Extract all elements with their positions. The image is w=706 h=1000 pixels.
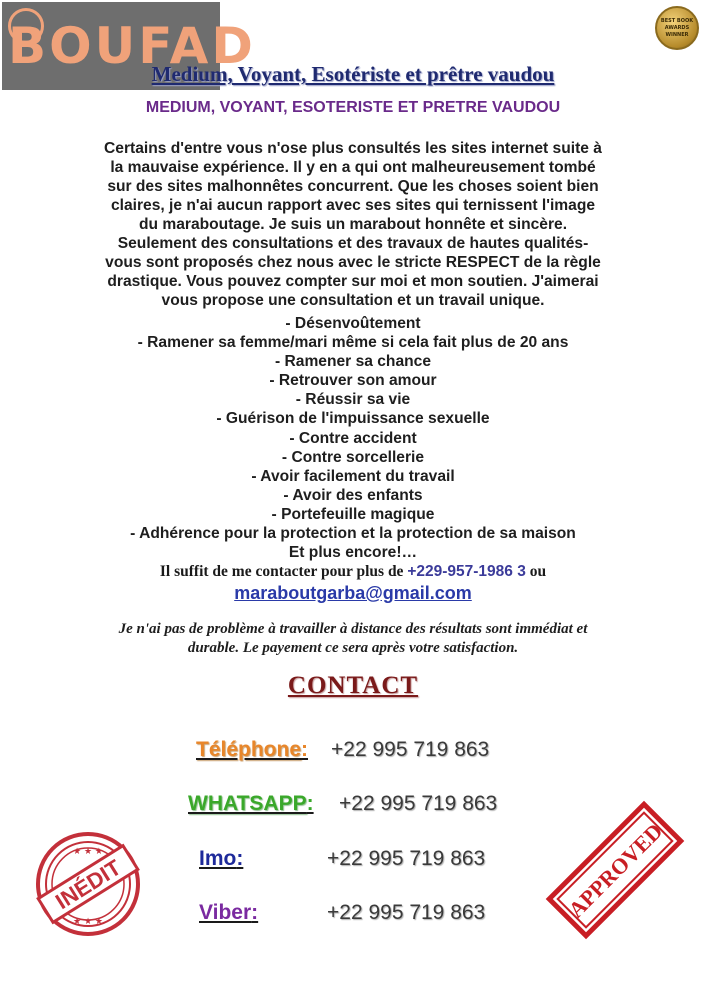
services-list [60, 314, 646, 562]
award-seal-icon [655, 6, 699, 50]
service-item: - Retrouver son amour [269, 372, 437, 390]
svg-text:★ ★ ★: ★ ★ ★ [73, 847, 103, 857]
whatsapp-label-text: WHATSAPP [188, 792, 307, 815]
inedit-stamp-icon [34, 830, 142, 938]
intro-line: drastique. Vous pouvez compter sur moi et mon soutien. J'aimerai [107, 273, 599, 290]
imo-label-text: Imo [199, 847, 237, 870]
service-item: - Adhérence pour la protection et la protection de sa maison [130, 525, 576, 543]
intro-line: du maraboutage. Je suis un marabout honnête et sincère. [138, 216, 568, 233]
intro-line: la mauvaise expérience. Il y en a qui ont malheureusement tombé [110, 159, 596, 176]
contact-heading: CONTACT [287, 672, 419, 699]
note-line: Je n'ai pas de problème à travailler à distance des résultats sont immédiat et [118, 621, 588, 637]
intro-paragraph [60, 139, 646, 310]
service-item: - Ramener sa femme/mari même si cela fait plus de 20 ans [137, 334, 569, 352]
contact-phone-link[interactable]: +229-957-1986 3 [407, 563, 526, 580]
telephone-label: Téléphone: [196, 738, 309, 761]
approved-stamp-icon [540, 800, 690, 940]
telephone-number[interactable]: +22 995 719 863 [331, 738, 490, 761]
intro-line: vous propose une consultation et un travail unique. [161, 292, 545, 309]
intro-line: claires, je n'ai aucun rapport avec ses sites qui ternissent l'image [110, 197, 596, 214]
intro-line: sur des sites malhonnêtes concurrent. Que les choses soient bien [107, 178, 599, 195]
page-title: Medium, Voyant, Esotériste et prêtre vaudou [151, 62, 555, 86]
intro-line: Certains d'entre vous n'ose plus consultés les sites internet suite à [104, 140, 602, 157]
service-item: - Réussir sa vie [295, 391, 411, 409]
note-line: durable. Le payement ce sera après votre satisfaction. [187, 640, 519, 656]
imo-label: Imo: [199, 847, 244, 870]
note-paragraph [70, 620, 636, 658]
svg-text:★ ★ ★: ★ ★ ★ [73, 917, 103, 927]
viber-label-text: Viber [199, 901, 252, 924]
service-item: - Guérison de l'impuissance sexuelle [216, 410, 490, 428]
whatsapp-number[interactable]: +22 995 719 863 [339, 792, 498, 815]
approved-stamp-text: APPROVED [563, 818, 668, 923]
intro-line: Seulement des consultations et des travaux de hautes qualités- [117, 235, 589, 252]
service-item: - Avoir des enfants [283, 486, 423, 504]
service-item: - Avoir facilement du travail [251, 467, 455, 485]
service-item: - Portefeuille magique [271, 505, 435, 523]
contact-line-suffix: ou [525, 563, 547, 580]
imo-number[interactable]: +22 995 719 863 [327, 847, 486, 870]
service-item: - Contre sorcellerie [281, 448, 425, 466]
service-item: - Désenvoûtement [285, 315, 421, 332]
email-link[interactable]: maraboutgarba@gmail.com [234, 583, 472, 603]
contact-line [60, 562, 646, 582]
telephone-label-text: Téléphone [196, 738, 302, 761]
service-item: - Contre accident [289, 429, 417, 447]
contact-line-prefix: Il suffit de me contacter pour plus de [159, 563, 408, 580]
service-item: - Ramener sa chance [274, 353, 431, 371]
intro-line: vous sont proposés chez nous avec le stricte RESPECT de la règle [105, 254, 601, 271]
page-subtitle: MEDIUM, VOYANT, ESOTERISTE ET PRETRE VAUDOU [145, 99, 561, 116]
inedit-stamp-text: INÉDIT [51, 854, 126, 915]
whatsapp-label: WHATSAPP: [188, 792, 314, 815]
viber-number[interactable]: +22 995 719 863 [327, 901, 486, 924]
award-seal-text: BEST BOOK AWARDS WINNER [660, 18, 694, 38]
service-item-more: Et plus encore!… [288, 544, 418, 562]
viber-label: Viber: [199, 901, 259, 924]
logo-text: BOUFAD [8, 17, 256, 75]
